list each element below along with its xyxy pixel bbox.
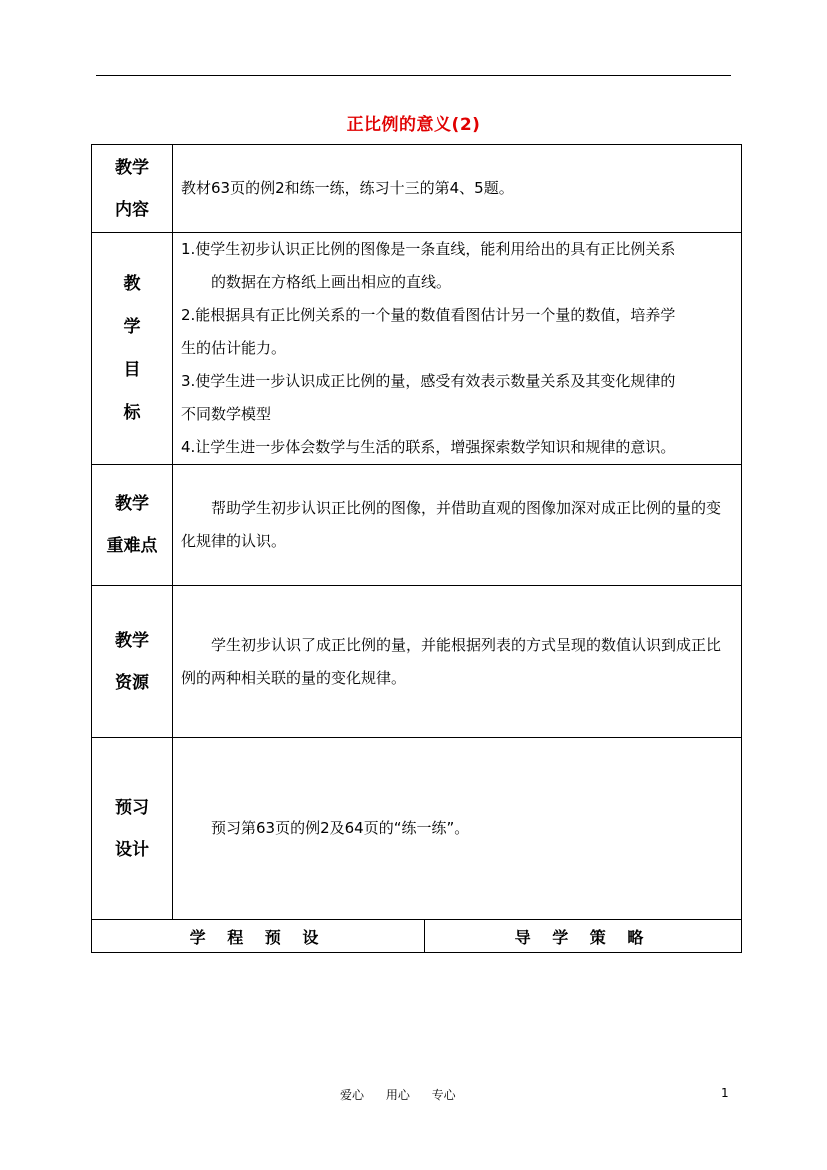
document-title: 正比例的意义(2) xyxy=(346,115,481,135)
row-process-strategy xyxy=(92,920,742,953)
label-preview-design: 预习 设计 xyxy=(92,738,173,920)
cell-teaching-content: 教材63页的例2和练一练，练习十三的第4、5题。 xyxy=(173,145,742,233)
row-key-points xyxy=(92,465,742,586)
header-guidance-strategy: 导 学 策 略 xyxy=(425,920,742,953)
row-preview-design xyxy=(92,738,742,920)
goal-item: 3.使学生进一步认识成正比例的量，感受有效表示数量关系及其变化规律的 不同数学模型 xyxy=(181,372,676,423)
goal-item: 2.能根据具有正比例关系的一个量的数值看图估计另一个量的数值，培养学 生的估计能力。 xyxy=(181,306,676,357)
row-teaching-content xyxy=(92,145,742,233)
label-key-points: 教学 重难点 xyxy=(92,465,173,586)
label-teaching-resources: 教学 资源 xyxy=(92,586,173,738)
header-learning-process: 学 程 预 设 xyxy=(92,920,425,953)
goal-item: 4.让学生进一步体会数学与生活的联系，增强探索数学知识和规律的意识。 xyxy=(181,438,676,456)
footer-motto: 爱心 用心 专心 xyxy=(340,1088,456,1102)
cell-teaching-goals xyxy=(173,233,742,465)
label-teaching-content: 教学 内容 xyxy=(92,145,173,233)
header-rule xyxy=(96,75,731,76)
cell-teaching-resources: 学生初步认识了成正比例的量，并能根据列表的方式呈现的数值认识到成正比例的两种相关联的量的变化规律。 xyxy=(173,586,742,738)
row-teaching-resources xyxy=(92,586,742,738)
row-teaching-goals xyxy=(92,233,742,465)
goal-item: 1.使学生初步认识正比例的图像是一条直线，能利用给出的具有正比例关系 的数据在方格纸上画出相应的直线。 xyxy=(181,240,676,291)
lesson-plan-table xyxy=(91,144,742,953)
label-teaching-goals: 教 学 目 标 xyxy=(92,233,173,465)
cell-key-points: 帮助学生初步认识正比例的图像，并借助直观的图像加深对成正比例的量的变化规律的认识。 xyxy=(173,465,742,586)
page-number: 1 xyxy=(721,1086,729,1100)
cell-preview-design: 预习第63页的例2及64页的“练一练”。 xyxy=(173,738,742,920)
